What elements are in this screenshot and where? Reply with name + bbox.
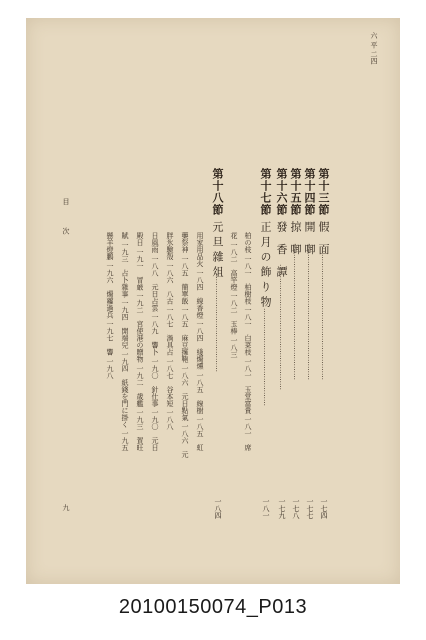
section-title: 正月の飾り物 [259, 221, 272, 311]
section-number: 第十七節 [259, 168, 272, 216]
footer-contents-label: 目 次 [62, 198, 70, 245]
section-number: 第十四節 [303, 168, 316, 216]
subitem-line: 殿日 一九一 冒厳 一九二 宮使港の贈物 一九二 歳艦 一九三 賀旺 [136, 232, 144, 451]
subitem-line: 用家用品火 一八四 線香燈 一八四 綫燭燻 一八五 線樹 一八五 虹 [196, 232, 204, 451]
section-leader: …………………………………… [262, 308, 270, 406]
section-leader: ……………………………………………… [306, 254, 314, 380]
section-title: 元旦雜俎 [211, 221, 224, 281]
subitem-line: 胖氷驗殼 一八六 八古 一八七 渦具占 一八七 谷本短 一八八 [166, 232, 174, 430]
section-title: 掠 啣 [289, 221, 302, 259]
book-page [26, 18, 400, 584]
section-page: 一八四 [214, 498, 222, 519]
section-leader: …………………………………… [214, 274, 222, 372]
section-title: 開 啣 [303, 221, 316, 259]
section-number: 第十八節 [211, 168, 224, 216]
section-leader: ……………………………………………… [278, 264, 286, 390]
section-title: 假 面 [317, 221, 330, 259]
subitem-line: 花 一八二 高竿燈 一八二 玉棒 一八三 [230, 232, 238, 358]
subitem-line: 賦 一九三 占卜雜事 一九四 開端兒 一九四 紙錢を門に掛く 一九五 [121, 232, 129, 451]
subitem-line: 日風雨 一八八 元日占雲 一八九 響卜 一九〇 針仕事 一九〇 元日 [151, 232, 159, 451]
section-page: 一七八 [292, 498, 300, 519]
section-leader: ……………………………………………… [320, 254, 328, 380]
section-page: 一七七 [306, 498, 314, 519]
footer-page-number: 九 [62, 504, 70, 511]
subitem-line: 藥祭神 一八五 簡單飯 一八五 麻豆擁鞄 一八六 元日點氣 一八六 元 [181, 232, 189, 458]
section-page: 一八一 [262, 498, 270, 519]
section-page: 一七九 [278, 498, 286, 519]
section-number: 第十六節 [275, 168, 288, 216]
section-page: 一七四 [320, 498, 328, 519]
running-header: 六 平 二四 [370, 32, 378, 65]
section-title: 發 香 譚 [275, 221, 288, 281]
archive-id-caption: 20100150074_P013 [118, 596, 308, 618]
subitem-line: 懸羊燈鵬 一九六 燭蘿過兵 一九七 響 一九八 [106, 232, 114, 379]
section-number: 第十五節 [289, 168, 302, 216]
subitem-line: 柏の枝 一八一 柏樹枝 一八一 白菜枝 一八一 玉堂富貴 一八一 席 [244, 232, 252, 451]
section-leader: ……………………………………………… [292, 254, 300, 380]
section-number: 第十三節 [317, 168, 330, 216]
